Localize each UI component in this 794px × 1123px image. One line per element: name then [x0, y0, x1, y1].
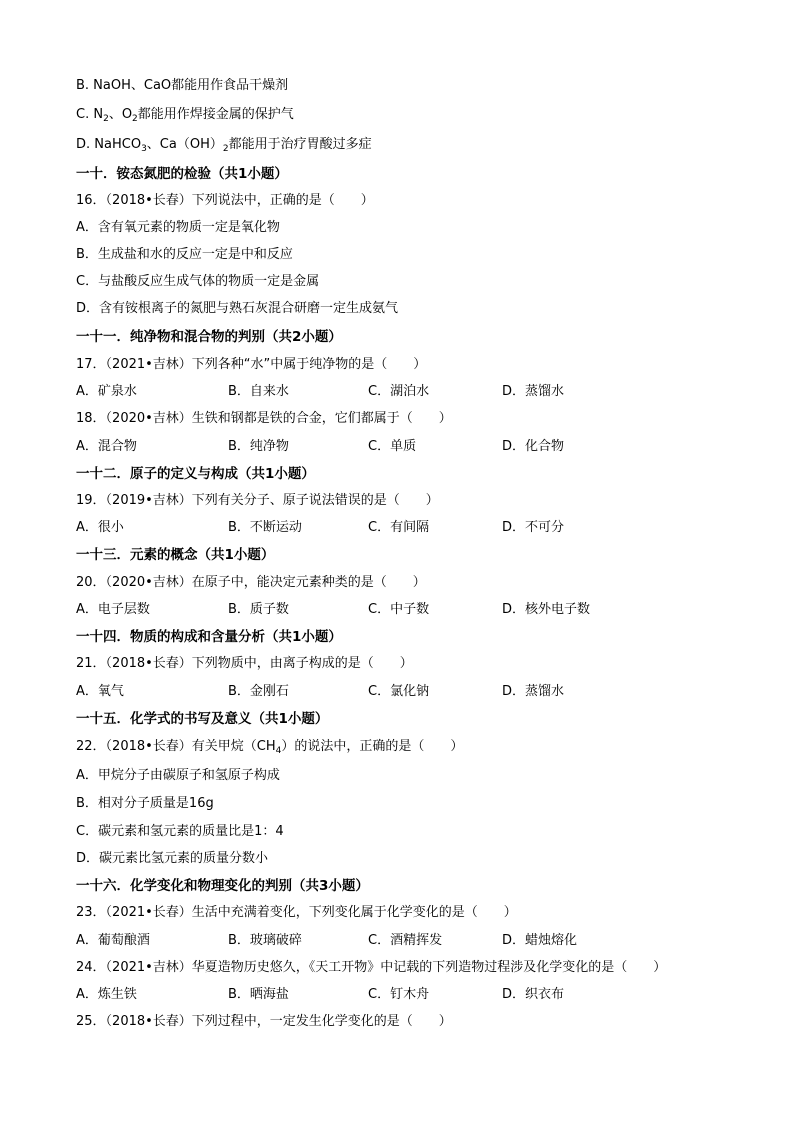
question-17: 17．（2021•吉林）下列各种“水”中属于纯净物的是（ ） — [76, 357, 427, 372]
text-fragment: C. N — [76, 107, 104, 122]
q16-option-a: A．含有氧元素的物质一定是氧化物 — [76, 220, 280, 235]
option-b: B．纯净物 — [228, 439, 289, 454]
option-d: D．化合物 — [502, 439, 565, 454]
section-heading: 一十．铵态氮肥的检验（共1小题） — [76, 166, 288, 182]
option-b-line: B. NaOH、CaO都能用作食品干燥剂 — [76, 78, 289, 93]
question-22 — [76, 738, 463, 756]
option-c: C．湖泊水 — [368, 384, 430, 399]
text-fragment: D. NaHCO — [76, 137, 142, 152]
option-b: B．金刚石 — [228, 684, 289, 699]
option-b: B．不断运动 — [228, 520, 302, 535]
text-fragment: 22．（2018•长春）有关甲烷（CH — [76, 739, 276, 754]
question-18: 18．（2020•吉林）生铁和钢都是铁的合金，它们都属于（ ） — [76, 411, 452, 426]
q22-option-c: C．碳元素和氢元素的质量比是1：4 — [76, 824, 284, 839]
q19-options — [76, 519, 716, 537]
section-heading: 一十五．化学式的书写及意义（共1小题） — [76, 711, 329, 727]
question-25: 25．（2018•长春）下列过程中，一定发生化学变化的是（ ） — [76, 1014, 452, 1029]
option-b: B．自来水 — [228, 384, 289, 399]
q22-option-a: A．甲烷分子由碳原子和氢原子构成 — [76, 768, 280, 783]
q20-options — [76, 601, 716, 619]
question-16: 16．（2018•长春）下列说法中，正确的是（ ） — [76, 193, 374, 208]
option-d: D．核外电子数 — [502, 602, 591, 617]
question-19: 19．（2019•吉林）下列有关分子、原子说法错误的是（ ） — [76, 493, 439, 508]
text-fragment: 都能用于治疗胃酸过多症 — [228, 137, 372, 152]
section-heading: 一十四．物质的构成和含量分析（共1小题） — [76, 629, 342, 645]
section-heading: 一十三．元素的概念（共1小题） — [76, 547, 275, 563]
option-a: A．电子层数 — [76, 602, 150, 617]
q16-option-d: D．含有铵根离子的氮肥与熟石灰混合研磨一定生成氨气 — [76, 301, 399, 316]
subscript: 2 — [222, 144, 229, 154]
option-a: A．混合物 — [76, 439, 137, 454]
text-fragment: 都能用作焊接金属的保护气 — [137, 107, 294, 122]
section-heading: 一十二．原子的定义与构成（共1小题） — [76, 466, 315, 482]
subscript: 4 — [275, 746, 282, 756]
option-a: A．炼生铁 — [76, 987, 137, 1002]
q22-option-d: D．碳元素比氢元素的质量分数小 — [76, 851, 269, 866]
option-d: D．蜡烛熔化 — [502, 933, 578, 948]
q23-options — [76, 932, 716, 950]
text-fragment: 、O — [108, 107, 133, 122]
option-a: A．氧气 — [76, 684, 124, 699]
option-a: A．矿泉水 — [76, 384, 137, 399]
q21-options — [76, 683, 716, 701]
subscript: 3 — [141, 144, 147, 154]
option-c: C．有间隔 — [368, 520, 430, 535]
subscript: 2 — [132, 114, 138, 124]
option-b: B．玻璃破碎 — [228, 933, 302, 948]
option-c: C．氯化钠 — [368, 684, 430, 699]
option-b: B．晒海盐 — [228, 987, 289, 1002]
option-a: A．葡萄酿酒 — [76, 933, 150, 948]
option-d-line — [76, 136, 372, 154]
option-c: C．钉木舟 — [368, 987, 430, 1002]
option-c: C．单质 — [368, 439, 417, 454]
q18-options — [76, 438, 716, 456]
question-24: 24．（2021•吉林）华夏造物历史悠久，《天工开物》中记载的下列造物过程涉及化学变化的是（ ） — [76, 960, 667, 975]
option-d: D．蒸馏水 — [502, 384, 565, 399]
option-c: C．酒精挥发 — [368, 933, 443, 948]
option-d: D．织衣布 — [502, 987, 565, 1002]
q16-option-b: B．生成盐和水的反应一定是中和反应 — [76, 247, 293, 262]
q24-options — [76, 986, 716, 1004]
section-heading: 一十六．化学变化和物理变化的判别（共3小题） — [76, 878, 369, 894]
option-a: A．很小 — [76, 520, 124, 535]
q17-options — [76, 383, 716, 401]
text-fragment: ）的说法中，正确的是（ ） — [281, 739, 464, 754]
option-d: D．不可分 — [502, 520, 565, 535]
question-23: 23．（2021•长春）生活中充满着变化，下列变化属于化学变化的是（ ） — [76, 905, 517, 920]
text-fragment: 、Ca（OH） — [146, 137, 223, 152]
q22-option-b: B．相对分子质量是16g — [76, 796, 214, 811]
question-21: 21．（2018•长春）下列物质中，由离子构成的是（ ） — [76, 656, 413, 671]
subscript: 2 — [103, 114, 109, 124]
option-c-line — [76, 106, 294, 124]
section-heading: 一十一．纯净物和混合物的判别（共2小题） — [76, 329, 342, 345]
q16-option-c: C．与盐酸反应生成气体的物质一定是金属 — [76, 274, 320, 289]
option-d: D．蒸馏水 — [502, 684, 565, 699]
question-20: 20．（2020•吉林）在原子中，能决定元素种类的是（ ） — [76, 575, 426, 590]
option-c: C．中子数 — [368, 602, 430, 617]
option-b: B．质子数 — [228, 602, 289, 617]
